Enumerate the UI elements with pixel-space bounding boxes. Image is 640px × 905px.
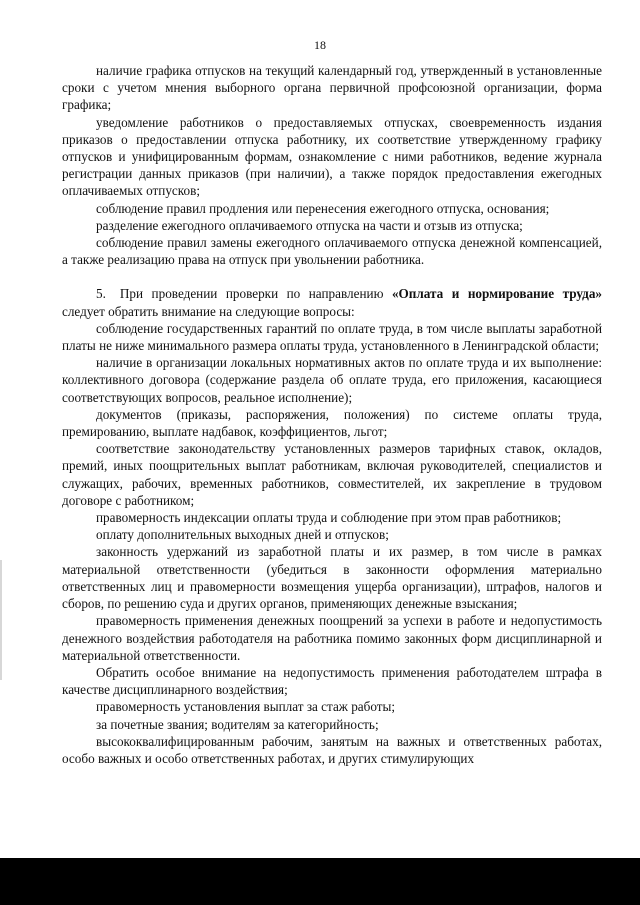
paragraph: правомерность индексации оплаты труда и соблюдение при этом прав работников; <box>96 510 562 526</box>
scan-bottom-bar <box>0 858 640 905</box>
paragraph: правомерность применения денежных поощрений за успехи в работе и недопустимость денежного воздействия работодателя на работника помимо законных форм дисциплинарной и материальной ответственности. <box>62 613 602 663</box>
paragraph: уведомление работников о предоставляемых отпусках, своевременность издания приказов о предоставлении отпуска работнику, их соответствие утвержденному графику отпусков и унифицированным формам, ознакомление с ними работников, ведение журнала регистрации данных приказов (при наличии), а также порядок предоставления ежегодных оплачиваемых отпусков; <box>62 114 602 199</box>
paragraph: Обратить особое внимание на недопустимость применения работодателем штрафа в качестве дисциплинарного воздействия; <box>62 664 602 698</box>
page-number: 18 <box>314 38 326 52</box>
section-number: 5. <box>96 286 106 302</box>
section-bold-title: «Оплата и нормирование труда» <box>391 286 603 302</box>
section-tail: следует обратить внимание на следующие вопросы: <box>62 303 355 319</box>
paragraph: разделение ежегодного оплачиваемого отпуска на части и отзыв из отпуска; <box>96 217 523 233</box>
paragraph: наличие графика отпусков на текущий календарный год, утвержденный в установленные сроки с учетом мнения выборного органа первичной профсоюзной организации, форма графика; <box>62 63 602 113</box>
scan-edge-mark <box>0 560 2 680</box>
paragraph: соблюдение государственных гарантий по оплате труда, в том числе выплаты заработной платы не ниже минимального размера оплаты труда, установленного в Ленинградской области; <box>62 320 602 354</box>
document-body <box>62 62 602 767</box>
section-spacer <box>62 268 602 285</box>
paragraph: наличие в организации локальных нормативных актов по оплате труда и их выполнение: коллективного договора (содержание раздела об оплате труда, его приложения, касающиеся соответствующих вопросов, реальное исполнение); <box>62 355 602 405</box>
paragraph: документов (приказы, распоряжения, положения) по системе оплаты труда, премированию, выплате надбавок, коэффициентов, льгот; <box>62 406 602 440</box>
paragraph: соблюдение правил замены ежегодного оплачиваемого отпуска денежной компенсацией, а также реализацию права на отпуск при увольнении работника. <box>62 235 602 268</box>
paragraph: соответствие законодательству установленных размеров тарифных ставок, окладов, премий, иных поощрительных выплат работникам, включая руководителей, специалистов и служащих, рабочих, временных работников, совместителей, их закрепление в трудовом договоре с работником; <box>62 441 602 508</box>
paragraph: высококвалифицированным рабочим, занятым на важных и ответственных работах, особо важных и особо ответственных работах, и других стимулирующих <box>62 733 602 766</box>
paragraph: законность удержаний из заработной платы и их размер, в том числе в рамках материальной ответственности (убедиться в законности оформления материально ответственных лиц и правомерности возмещения ущерба организации), штрафов, налогов и сборов, по решению суда и других органов, применяющих денежные взыскания; <box>62 544 602 612</box>
paragraph: за почетные звания; водителям за категорийность; <box>96 716 379 732</box>
paragraph: оплату дополнительных выходных дней и отпусков; <box>96 527 389 543</box>
section-heading-paragraph <box>62 285 602 319</box>
paragraph: соблюдение правил продления или перенесения ежегодного отпуска, основания; <box>96 200 550 216</box>
paragraph: правомерность установления выплат за стаж работы; <box>96 699 396 715</box>
section-intro: При проведении проверки по направлению <box>119 286 384 302</box>
